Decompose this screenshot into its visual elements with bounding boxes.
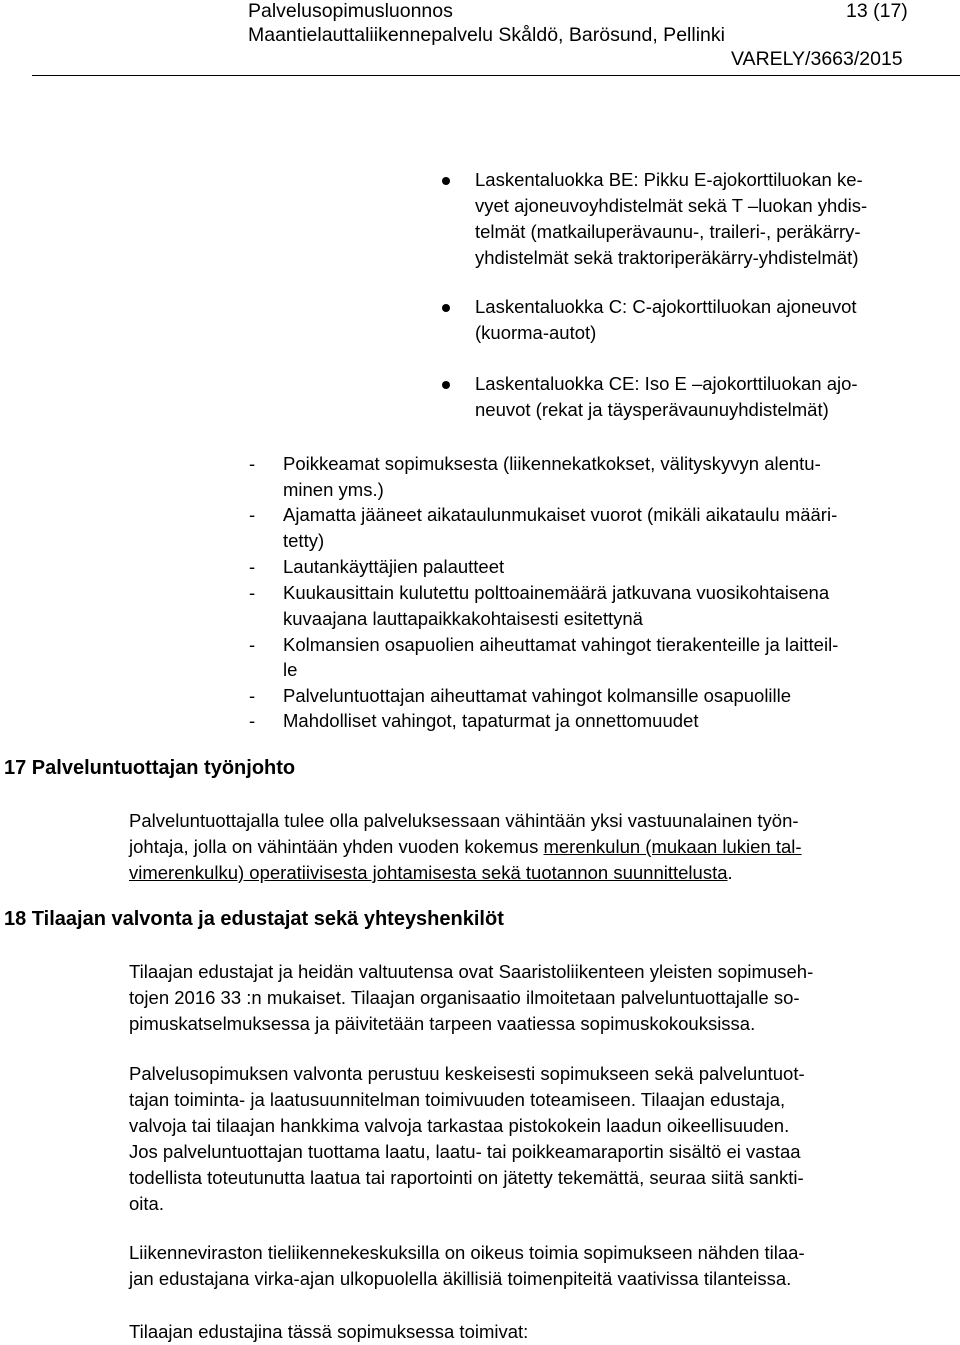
- bullet-line: Laskentaluokka C: C-ajokorttiluokan ajoneuvot: [475, 296, 857, 317]
- paragraph-line: jan edustajana virka-ajan ulkopuolella äkillisiä toimenpiteitä vaativissa tilanteissa.: [129, 1268, 792, 1289]
- paragraph-line: valvoja tai tilaajan hankkima valvoja tarkastaa pistokokein laadun oikeellisuuden.: [129, 1115, 790, 1136]
- bullet-icon: [442, 177, 450, 185]
- dash-line: Mahdolliset vahingot, tapaturmat ja onnettomuudet: [283, 710, 699, 731]
- paragraph-line: pimuskatselmuksessa ja päivitetään tarpeen vaatiessa sopimuskokouksissa.: [129, 1013, 756, 1034]
- dash-line: kuvaajana lauttapaikkakohtaisesti esitettynä: [283, 608, 643, 629]
- dash-marker: -: [249, 556, 256, 577]
- section-17-line: [129, 834, 802, 860]
- section-18-heading: 18 Tilaajan valvonta ja edustajat sekä yhteyshenkilöt: [4, 908, 504, 930]
- section-17-heading: 17 Palveluntuottajan työnjohto: [4, 757, 296, 779]
- paragraph-line: Tilaajan edustajat ja heidän valtuutensa ovat Saaristoliikenteen yleisten sopimuseh-: [129, 961, 814, 982]
- bullet-line: Laskentaluokka CE: Iso E –ajokorttiluokan ajo-: [475, 373, 858, 394]
- dash-marker: -: [249, 634, 256, 655]
- bullet-line: telmät (matkailuperävaunu-, traileri-, peräkärry-: [475, 221, 861, 242]
- header-rule: [32, 75, 960, 76]
- dash-line: Palveluntuottajan aiheuttamat vahingot kolmansille osapuolille: [283, 685, 792, 706]
- dash-marker: -: [249, 582, 256, 603]
- section-17-text: johtaja, jolla on vähintään yhden vuoden kokemus: [129, 836, 544, 857]
- dash-line: tetty): [283, 530, 325, 551]
- dash-marker: -: [249, 504, 256, 525]
- paragraph-line: oita.: [129, 1193, 164, 1214]
- header-title: Palvelusopimusluonnos: [248, 0, 453, 22]
- bullet-line: neuvot (rekat ja täysperävaunuyhdistelmät): [475, 399, 829, 420]
- dash-line: minen yms.): [283, 479, 384, 500]
- dash-line: Kuukausittain kulutettu polttoainemäärä jatkuvana vuosikohtaisena: [283, 582, 830, 603]
- bullet-line: vyet ajoneuvoyhdistelmät sekä T –luokan yhdis-: [475, 195, 868, 216]
- section-18-paragraph-4: Tilaajan edustajina tässä sopimuksessa toimivat:: [129, 1321, 529, 1342]
- dash-marker: -: [249, 710, 256, 731]
- dash-line: Ajamatta jääneet aikataulunmukaiset vuorot (mikäli aikataulu määri-: [283, 504, 838, 525]
- bullet-icon: [442, 304, 450, 312]
- dash-marker: -: [249, 453, 256, 474]
- dash-marker: -: [249, 685, 256, 706]
- paragraph-line: tajan toiminta- ja laatusuunnitelman toimivuuden toteamiseen. Tilaajan edustaja,: [129, 1089, 786, 1110]
- dash-line: Poikkeamat sopimuksesta (liikennekatkokset, välityskyvyn alentu-: [283, 453, 821, 474]
- dash-line: le: [283, 659, 298, 680]
- section-17-text: .: [727, 862, 733, 883]
- section-17-underlined-text: vimerenkulku) operatiivisesta johtamisesta sekä tuotannon suunnittelusta: [129, 862, 728, 883]
- header-subtitle: Maantielauttaliikennepalvelu Skåldö, Barösund, Pellinki: [248, 24, 725, 46]
- bullet-icon: [442, 381, 450, 389]
- paragraph-line: tojen 2016 33 :n mukaiset. Tilaajan organisaatio ilmoitetaan palveluntuottajalle so-: [129, 987, 800, 1008]
- paragraph-line: todellista toteutunutta laatua tai raportointi on jätetty tekemättä, seuraa siitä sankti-: [129, 1167, 804, 1188]
- paragraph-line: Liikenneviraston tieliikennekeskuksilla on oikeus toimia sopimukseen nähden tilaa-: [129, 1242, 805, 1263]
- header-page-number: 13 (17): [846, 0, 908, 22]
- paragraph-line: Jos palveluntuottajan tuottama laatu, laatu- tai poikkeamaraportin sisältö ei vastaa: [129, 1141, 801, 1162]
- header-reference: VARELY/3663/2015: [731, 48, 903, 70]
- bullet-line: Laskentaluokka BE: Pikku E-ajokorttiluokan ke-: [475, 169, 863, 190]
- section-17-underlined-text: merenkulun (mukaan lukien tal-: [543, 836, 802, 857]
- bullet-line: yhdistelmät sekä traktoriperäkärry-yhdistelmät): [475, 247, 859, 268]
- dash-line: Kolmansien osapuolien aiheuttamat vahingot tierakenteille ja laitteil-: [283, 634, 839, 655]
- paragraph-line: Palvelusopimuksen valvonta perustuu keskeisesti sopimukseen sekä palveluntuot-: [129, 1063, 805, 1084]
- section-17-line: Palveluntuottajalla tulee olla palveluksessaan vähintään yksi vastuunalainen työn-: [129, 810, 799, 831]
- section-17-line: [129, 860, 733, 886]
- bullet-line: (kuorma-autot): [475, 322, 597, 343]
- dash-line: Lautankäyttäjien palautteet: [283, 556, 505, 577]
